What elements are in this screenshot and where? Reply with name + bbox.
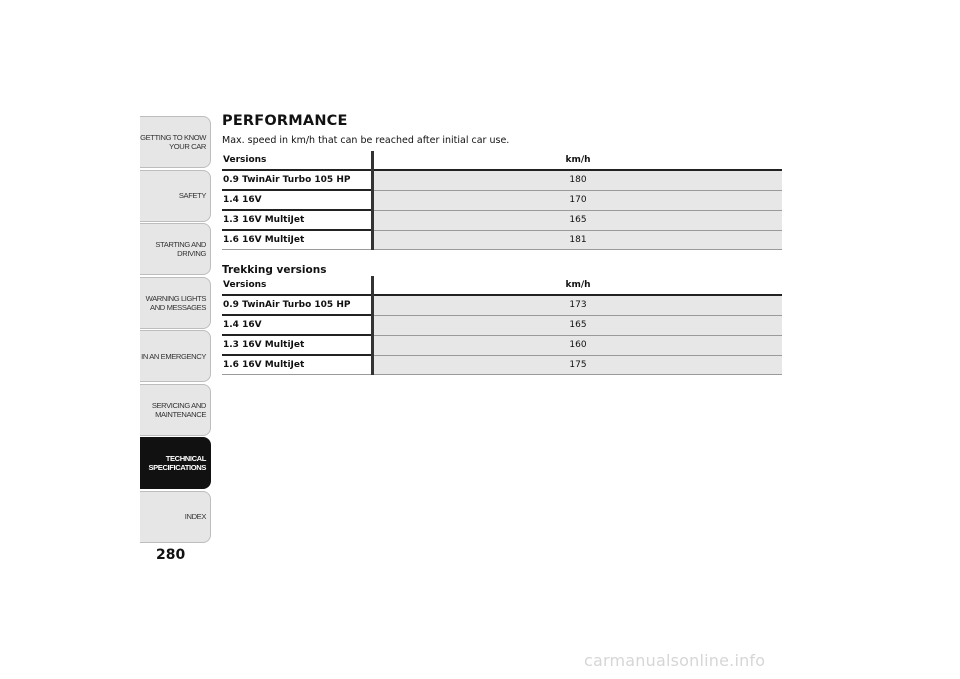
version-cell: 1.3 16V MultiJet	[222, 210, 373, 230]
tab-starting-driving[interactable]	[140, 223, 211, 275]
speed-cell: 170	[373, 190, 783, 210]
tab-label: INDEX	[184, 512, 206, 521]
speed-cell: 165	[373, 210, 783, 230]
tab-technical-specifications[interactable]	[140, 437, 211, 489]
page-title: PERFORMANCE	[222, 113, 348, 129]
section-tabs	[140, 116, 211, 544]
tab-servicing[interactable]	[140, 384, 211, 436]
tab-label: IN AN EMERGENCY	[141, 351, 206, 361]
tab-label: GETTING TO KNOW YOUR CAR	[140, 133, 206, 151]
tab-index[interactable]	[140, 491, 211, 543]
speed-cell: 160	[373, 335, 783, 355]
tab-label: SERVICING AND MAINTENANCE	[151, 400, 206, 419]
tab-label: WARNING LIGHTS AND MESSAGES	[145, 293, 206, 312]
speed-cell: 180	[373, 170, 783, 190]
table-row	[222, 315, 782, 335]
tab-label: STARTING AND DRIVING	[155, 240, 206, 258]
table-row	[222, 190, 782, 210]
table-row	[222, 170, 782, 190]
table-row	[222, 335, 782, 355]
version-cell: 1.4 16V	[222, 315, 373, 335]
tab-label: TECHNICAL SPECIFICATIONS	[148, 454, 206, 472]
table-row	[222, 295, 782, 315]
tab-warning-lights[interactable]	[140, 277, 211, 329]
column-header-kmh: km/h	[373, 276, 783, 295]
version-cell: 1.3 16V MultiJet	[222, 335, 373, 355]
speed-cell: 173	[373, 295, 783, 315]
version-cell: 0.9 TwinAir Turbo 105 HP	[222, 170, 373, 190]
version-cell: 1.4 16V	[222, 190, 373, 210]
page-number: 280	[156, 547, 186, 563]
tab-emergency[interactable]	[140, 330, 211, 382]
tab-getting-to-know[interactable]	[140, 116, 211, 168]
intro-text: Max. speed in km/h that can be reached after initial car use.	[222, 135, 510, 146]
speed-cell: 165	[373, 315, 783, 335]
version-cell: 1.6 16V MultiJet	[222, 355, 373, 375]
main-content	[222, 113, 782, 375]
table-row	[222, 210, 782, 230]
watermark: carmanualsonline.info	[584, 651, 766, 670]
speed-cell: 181	[373, 230, 783, 250]
performance-table	[222, 151, 782, 250]
column-header-versions: Versions	[223, 155, 267, 165]
section-subtitle: Trekking versions	[222, 264, 327, 276]
speed-cell: 175	[373, 355, 783, 375]
column-header-versions: Versions	[223, 280, 267, 290]
table-row	[222, 230, 782, 250]
column-header-kmh: km/h	[373, 151, 783, 170]
tab-label: SAFETY	[178, 191, 206, 200]
tab-safety[interactable]	[140, 170, 211, 222]
version-cell: 1.6 16V MultiJet	[222, 230, 373, 250]
table-row	[222, 355, 782, 375]
trekking-performance-table	[222, 276, 782, 375]
version-cell: 0.9 TwinAir Turbo 105 HP	[222, 295, 373, 315]
